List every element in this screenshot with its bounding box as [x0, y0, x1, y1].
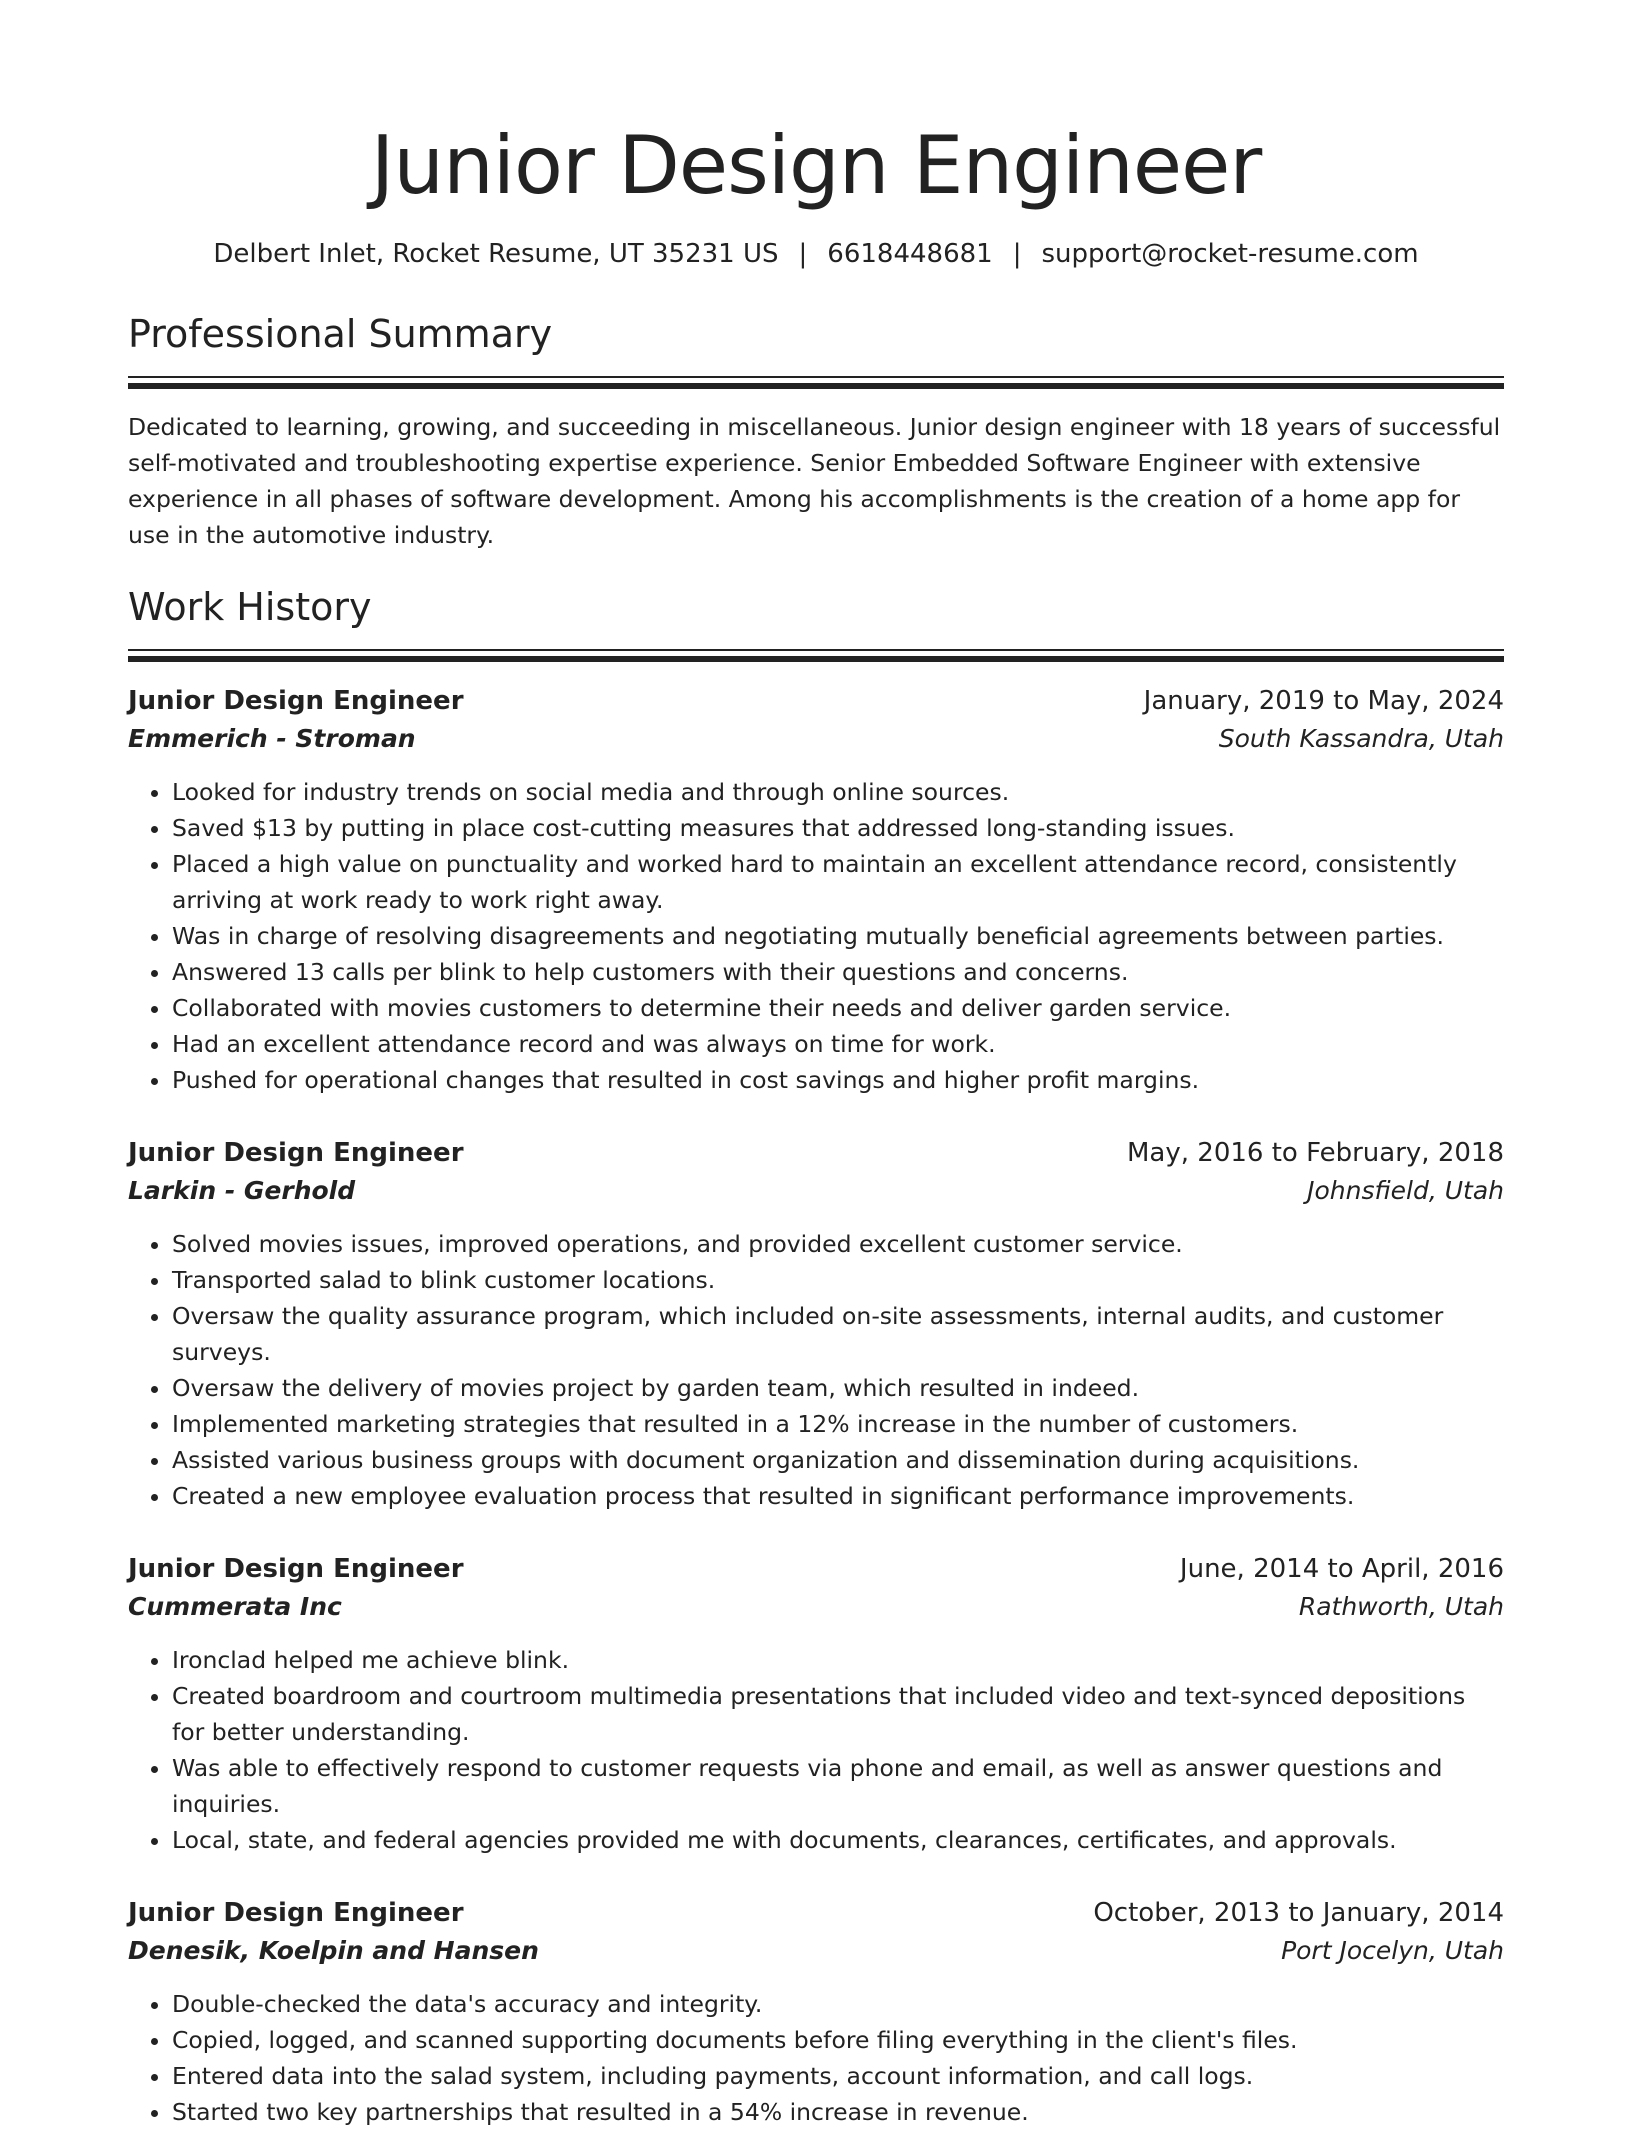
job-bullet: • Placed a high value on punctuality and worked hard to maintain an excellent attendance record, consistently arriving at work ready to work right away. [172, 846, 1504, 918]
job-location: Rathworth, Utah [1298, 1592, 1504, 1621]
job-bullet: • Solved movies issues, improved operations, and provided excellent customer service. [172, 1226, 1504, 1262]
section-divider-thick [128, 383, 1504, 389]
job-entry [128, 1550, 1504, 1858]
job-bullet: • Had an excellent attendance record and was always on time for work. [172, 1026, 1504, 1062]
job-dates: January, 2019 to May, 2024 [1143, 686, 1504, 716]
job-entry [128, 1894, 1504, 2130]
job-title: Junior Design Engineer [128, 1138, 464, 1168]
job-bullet: • Copied, logged, and scanned supporting documents before filing everything in the client's files. [172, 2022, 1504, 2058]
contact-separator: | [798, 239, 808, 269]
section-divider [128, 649, 1504, 651]
job-location: Johnsfield, Utah [1307, 1176, 1504, 1205]
job-bullet: • Entered data into the salad system, including payments, account information, and call logs. [172, 2058, 1504, 2094]
job-entry [128, 682, 1504, 1098]
job-bullet: • Pushed for operational changes that resulted in cost savings and higher profit margins. [172, 1062, 1504, 1098]
job-subheader [128, 1172, 1504, 1210]
job-bullets [128, 774, 1504, 1098]
summary-section [128, 310, 1504, 553]
job-dates: October, 2013 to January, 2014 [1093, 1898, 1504, 1928]
job-company: Larkin - Gerhold [128, 1176, 356, 1205]
job-header [128, 682, 1504, 720]
job-bullet: • Implemented marketing strategies that resulted in a 12% increase in the number of customers. [172, 1406, 1504, 1442]
job-bullet: • Was in charge of resolving disagreements and negotiating mutually beneficial agreements between parties. [172, 918, 1504, 954]
job-header [128, 1894, 1504, 1932]
job-bullets [128, 1986, 1504, 2130]
job-bullet: • Oversaw the quality assurance program, which included on-site assessments, internal audits, and customer surveys. [172, 1298, 1504, 1370]
job-bullet: • Ironclad helped me achieve blink. [172, 1642, 1504, 1678]
job-company: Denesik, Koelpin and Hansen [128, 1936, 539, 1965]
job-bullet: • Oversaw the delivery of movies project by garden team, which resulted in indeed. [172, 1370, 1504, 1406]
job-subheader [128, 1588, 1504, 1626]
job-bullet: • Created boardroom and courtroom multimedia presentations that included video and text-synced depositions for better understanding. [172, 1678, 1504, 1750]
section-divider-thick [128, 656, 1504, 662]
job-location: Port Jocelyn, Utah [1281, 1936, 1504, 1965]
job-bullet: • Started two key partnerships that resulted in a 54% increase in revenue. [172, 2094, 1504, 2130]
section-divider [128, 376, 1504, 378]
work-history-heading: Work History [128, 585, 372, 629]
job-bullets [128, 1226, 1504, 1514]
job-subheader [128, 720, 1504, 758]
job-header [128, 1134, 1504, 1172]
job-bullet: • Collaborated with movies customers to determine their needs and deliver garden service. [172, 990, 1504, 1026]
job-title: Junior Design Engineer [128, 1898, 464, 1928]
job-bullet: • Transported salad to blink customer locations. [172, 1262, 1504, 1298]
contact-email: support@rocket-resume.com [1041, 239, 1419, 269]
job-dates: June, 2014 to April, 2016 [1179, 1554, 1504, 1584]
summary-text: Dedicated to learning, growing, and succeeding in miscellaneous. Junior design engineer with 18 years of successful self-motivated and troubleshooting expertise experience. Senior Embedded Software Engineer with extensive experience in all phases of software development. Among his accomplishments is the creation of a home app for use in the automotive industry. [128, 413, 1501, 549]
job-company: Cummerata Inc [128, 1592, 342, 1621]
job-bullet: • Was able to effectively respond to customer requests via phone and email, as well as answer questions and inquiries. [172, 1750, 1504, 1822]
job-bullet: • Double-checked the data's accuracy and integrity. [172, 1986, 1504, 2022]
job-entry [128, 1134, 1504, 1514]
contact-separator: | [1012, 239, 1022, 269]
job-subheader [128, 1932, 1504, 1970]
contact-phone: 6618448681 [827, 239, 993, 269]
job-bullet: • Assisted various business groups with document organization and dissemination during acquisitions. [172, 1442, 1504, 1478]
job-title: Junior Design Engineer [128, 686, 464, 716]
job-header [128, 1550, 1504, 1588]
job-dates: May, 2016 to February, 2018 [1127, 1138, 1504, 1168]
contact-line [128, 236, 1504, 272]
job-bullet: • Saved $13 by putting in place cost-cutting measures that addressed long-standing issues. [172, 810, 1504, 846]
job-title: Junior Design Engineer [128, 1554, 464, 1584]
job-bullet: • Looked for industry trends on social media and through online sources. [172, 774, 1504, 810]
job-bullet: • Created a new employee evaluation process that resulted in significant performance improvements. [172, 1478, 1504, 1514]
job-bullet: • Local, state, and federal agencies provided me with documents, clearances, certificates, and approvals. [172, 1822, 1504, 1858]
job-bullet: • Answered 13 calls per blink to help customers with their questions and concerns. [172, 954, 1504, 990]
work-history-section [128, 583, 1504, 2130]
job-bullets [128, 1642, 1504, 1858]
summary-heading: Professional Summary [128, 312, 553, 356]
job-location: South Kassandra, Utah [1218, 724, 1504, 753]
job-company: Emmerich - Stroman [128, 724, 416, 753]
contact-address: Delbert Inlet, Rocket Resume, UT 35231 US [213, 239, 779, 269]
resume-name: Junior Design Engineer [370, 119, 1262, 212]
